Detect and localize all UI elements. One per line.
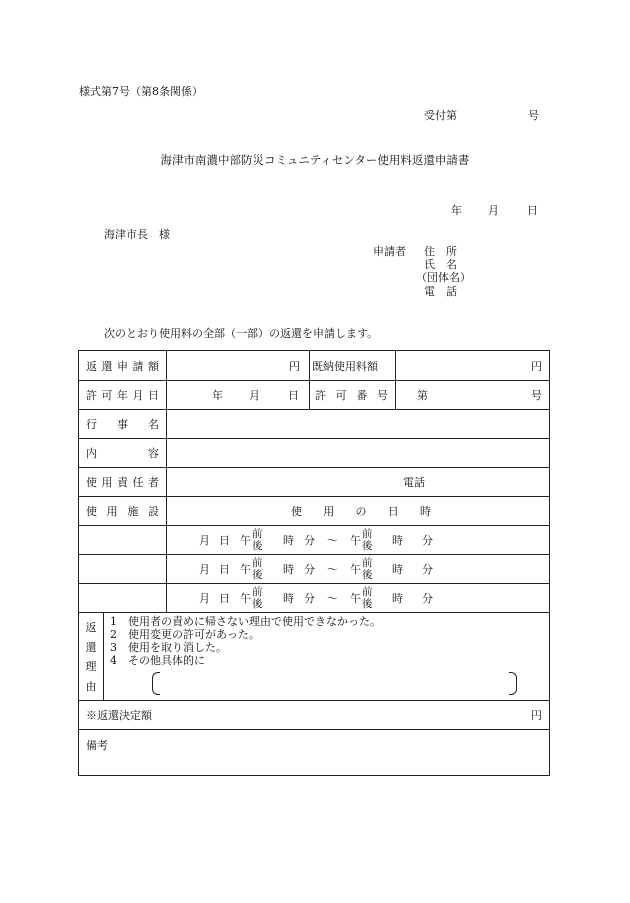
schedule-row[interactable]: 月 日 午 前 後 時 分 ～ 午 前 後 時 分 bbox=[199, 556, 433, 581]
paid-fee-label: 既納使用料額 bbox=[312, 359, 378, 373]
permit-number-field[interactable]: 第 号 bbox=[417, 388, 542, 402]
facility-field-3[interactable] bbox=[79, 583, 166, 612]
schedule-row[interactable]: 月 日 午 前 後 時 分 ～ 午 前 後 時 分 bbox=[199, 527, 433, 552]
date-month: 月 bbox=[488, 204, 499, 217]
reason-label: 返 還 理 由 bbox=[85, 621, 97, 693]
manager-field[interactable] bbox=[167, 467, 549, 496]
other-reason-field[interactable] bbox=[161, 671, 507, 695]
event-name-label: 行 事 名 bbox=[86, 417, 159, 431]
permit-date-field[interactable]: 年 月 日 bbox=[212, 388, 299, 402]
reason-item-3[interactable]: 3 使用を取り消した。 bbox=[110, 641, 227, 654]
remarks-label: 備考 bbox=[86, 739, 108, 752]
decided-amount-yen[interactable]: 円 bbox=[531, 708, 542, 722]
form-number: 様式第7号（第8条関係） bbox=[79, 85, 203, 98]
bracket-left bbox=[152, 672, 160, 695]
applicant-label: 申請者 bbox=[373, 245, 406, 258]
content-field[interactable] bbox=[167, 438, 549, 467]
intro-text: 次のとおり使用料の全部（一部）の返還を申請します。 bbox=[104, 327, 379, 340]
refund-amount-label: 返 還 申 請 額 bbox=[86, 359, 159, 373]
schedule-row[interactable]: 月 日 午 前 後 時 分 ～ 午 前 後 時 分 bbox=[199, 585, 433, 610]
date-day: 日 bbox=[527, 204, 538, 217]
event-name-field[interactable] bbox=[167, 409, 549, 438]
applicant-group-label: （団体名） bbox=[416, 271, 471, 284]
reason-list bbox=[110, 615, 381, 667]
bracket-right bbox=[509, 672, 517, 695]
reason-item-2[interactable]: 2 使用変更の許可があった。 bbox=[110, 628, 260, 641]
facility-field-1[interactable] bbox=[79, 525, 166, 554]
manager-phone-label: 電話 bbox=[403, 475, 425, 489]
remarks-field[interactable] bbox=[79, 753, 549, 775]
receipt-suffix: 号 bbox=[528, 109, 539, 122]
document-title: 海津市南濃中部防災コミュニティセンター使用料返還申請書 bbox=[160, 153, 470, 167]
schedule-header: 使 用 の 日 時 bbox=[291, 504, 431, 518]
facility-field-2[interactable] bbox=[79, 554, 166, 583]
permit-number-label: 許 可 番 号 bbox=[315, 388, 388, 402]
paid-fee-yen[interactable]: 円 bbox=[531, 359, 542, 373]
addressee: 海津市長 様 bbox=[104, 228, 170, 241]
date-year: 年 bbox=[451, 204, 462, 217]
reason-item-1[interactable]: 1 使用者の責めに帰さない理由で使用できなかった。 bbox=[110, 615, 381, 628]
permit-date-label: 許 可 年 月 日 bbox=[86, 388, 159, 402]
content-label: 内 容 bbox=[86, 446, 159, 460]
refund-form-table bbox=[78, 350, 550, 776]
reason-item-4[interactable]: 4 その他具体的に bbox=[110, 654, 205, 667]
facility-label: 使 用 施 設 bbox=[86, 504, 159, 518]
applicant-phone-label: 電 話 bbox=[424, 285, 457, 298]
applicant-name-label: 氏 名 bbox=[424, 258, 457, 271]
receipt-prefix: 受付第 bbox=[424, 109, 457, 122]
manager-label: 使 用 責 任 者 bbox=[86, 475, 159, 489]
decided-amount-label: ※返還決定額 bbox=[86, 708, 152, 722]
refund-amount-yen[interactable]: 円 bbox=[289, 359, 300, 373]
applicant-address-label: 住 所 bbox=[424, 245, 457, 258]
